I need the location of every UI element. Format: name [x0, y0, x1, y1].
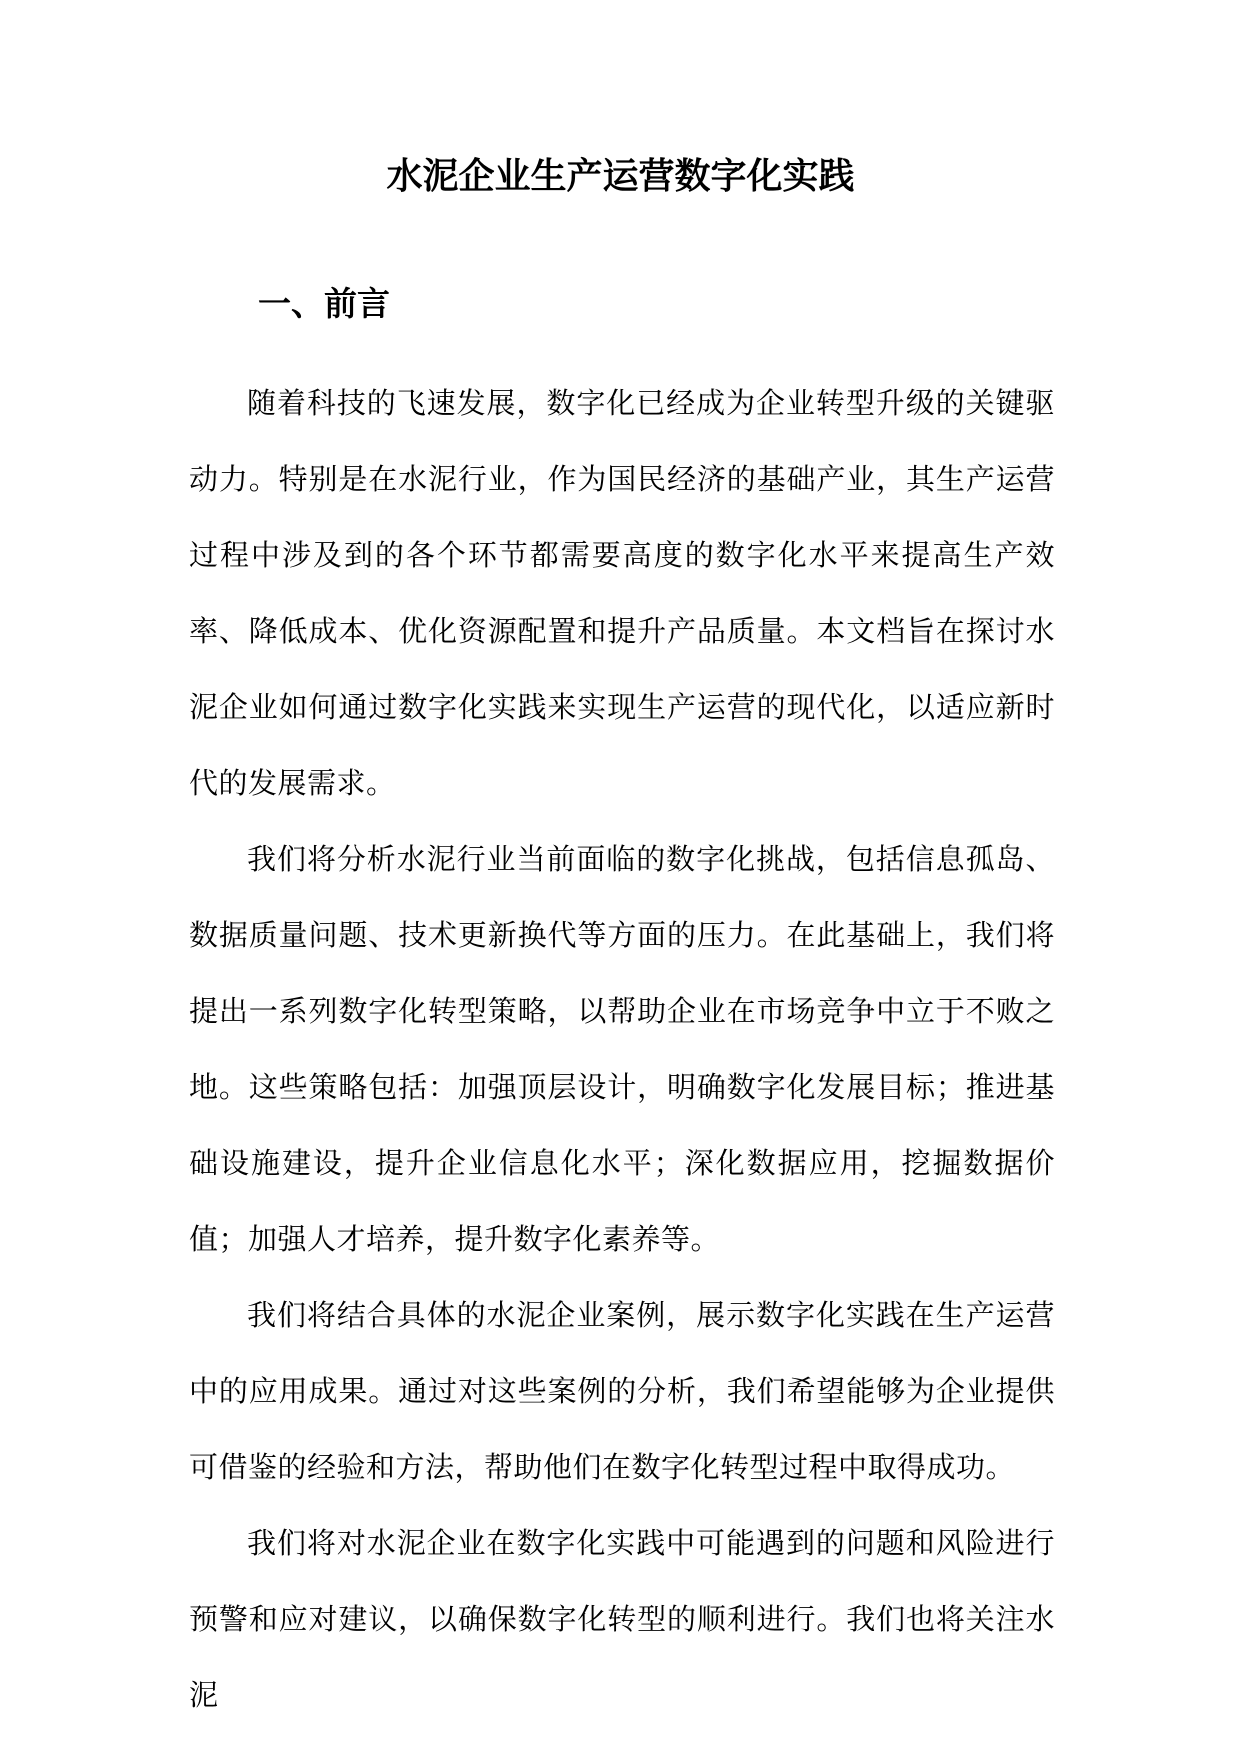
paragraph-2: 我们将分析水泥行业当前面临的数字化挑战，包括信息孤岛、数据质量问题、技术更新换代等方面的压力。在此基础上，我们将提出一系列数字化转型策略，以帮助企业在市场竞争中立于不败之地。这些策略包括：加强顶层设计，明确数字化发展目标；推进基础设施建设，提升企业信息化水平；深化数据应用，挖掘数据价值；加强人才培养，提升数字化素养等。 — [189, 842, 1055, 1256]
paragraph-1: 随着科技的飞速发展，数字化已经成为企业转型升级的关键驱动力。特别是在水泥行业，作为国民经济的基础产业，其生产运营过程中涉及到的各个环节都需要高度的数字化水平来提高生产效率、降低成本、优化资源配置和提升产品质量。本文档旨在探讨水泥企业如何通过数字化实践来实现生产运营的现代化，以适应新时代的发展需求。 — [189, 386, 1055, 800]
paragraph-3: 我们将结合具体的水泥企业案例，展示数字化实践在生产运营中的应用成果。通过对这些案例的分析，我们希望能够为企业提供可借鉴的经验和方法，帮助他们在数字化转型过程中取得成功。 — [189, 1298, 1055, 1484]
document-title: 水泥企业生产运营数字化实践 — [386, 155, 855, 197]
section-body — [189, 365, 1055, 1733]
paragraph-4: 我们将对水泥企业在数字化实践中可能遇到的问题和风险进行预警和应对建议，以确保数字化转型的顺利进行。我们也将关注水泥 — [189, 1526, 1055, 1712]
section-heading-preface: 一、前言 — [258, 284, 390, 323]
